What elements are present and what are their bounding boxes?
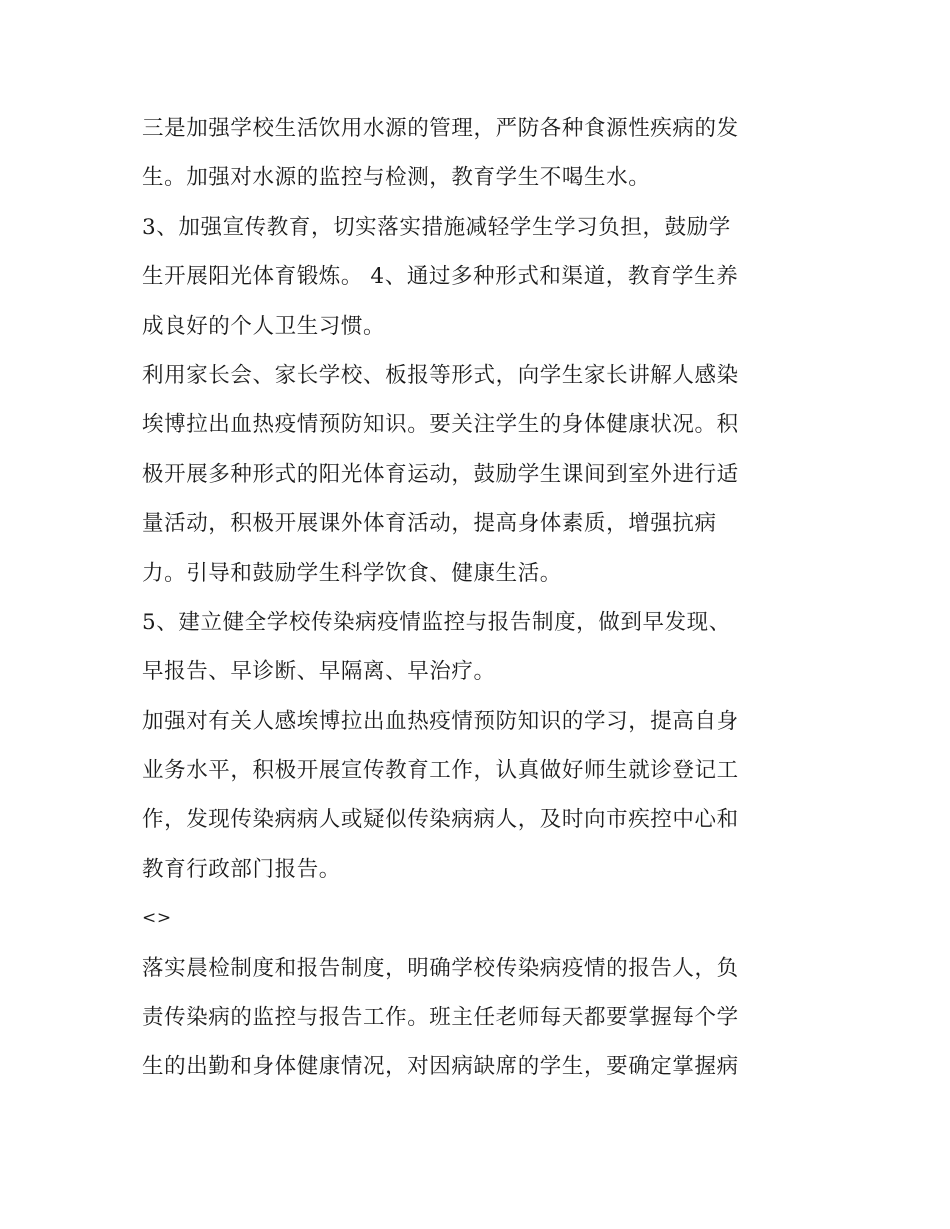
- text-line: 生开展阳光体育锻炼。 4、通过多种形式和渠道，教育学生养: [142, 264, 739, 290]
- text-line: 责传染病的监控与报告工作。班主任老师每天都要掌握每个学: [142, 1005, 739, 1031]
- text-line: 早报告、早诊断、早隔离、早治疗。: [142, 659, 496, 685]
- text-line: 量活动，积极开展课外体育活动，提高身体素质，增强抗病: [142, 511, 717, 537]
- text-line: 三是加强学校生活饮用水源的管理，严防各种食源性疾病的发: [142, 116, 739, 141]
- text-line: 利用家长会、家长学校、板报等形式，向学生家长讲解人感染: [142, 362, 739, 388]
- text-line: 5、建立健全学校传染病疫情监控与报告制度，做到早发现、: [142, 609, 731, 635]
- text-line: 力。引导和鼓励学生科学饮食、健康生活。: [142, 560, 562, 586]
- text-line: 极开展多种形式的阳光体育运动，鼓励学生课间到室外进行适: [142, 461, 739, 487]
- text-line: 成良好的个人卫生习惯。: [142, 313, 386, 339]
- text-line: 埃博拉出血热疫情预防知识。要关注学生的身体健康状况。积: [142, 412, 739, 438]
- document-body: [142, 104, 822, 1092]
- angle-bracket-marker: <>: [142, 908, 172, 929]
- text-line: 业务水平，积极开展宣传教育工作，认真做好师生就诊登记工: [142, 758, 739, 784]
- text-line: 教育行政部门报告。: [142, 856, 341, 882]
- text-line: 加强对有关人感埃博拉出血热疫情预防知识的学习，提高自身: [142, 708, 739, 734]
- text-line: 3、加强宣传教育，切实落实措施减轻学生学习负担，鼓励学: [142, 214, 731, 240]
- text-line: 生。加强对水源的监控与检测，教育学生不喝生水。: [142, 165, 651, 191]
- text-line: 作，发现传染病病人或疑似传染病病人，及时向市疾控中心和: [142, 807, 739, 833]
- text-line: 落实晨检制度和报告制度，明确学校传染病疫情的报告人，负: [142, 955, 739, 981]
- text-line: 生的出勤和身体健康情况，对因病缺席的学生，要确定掌握病: [142, 1054, 739, 1080]
